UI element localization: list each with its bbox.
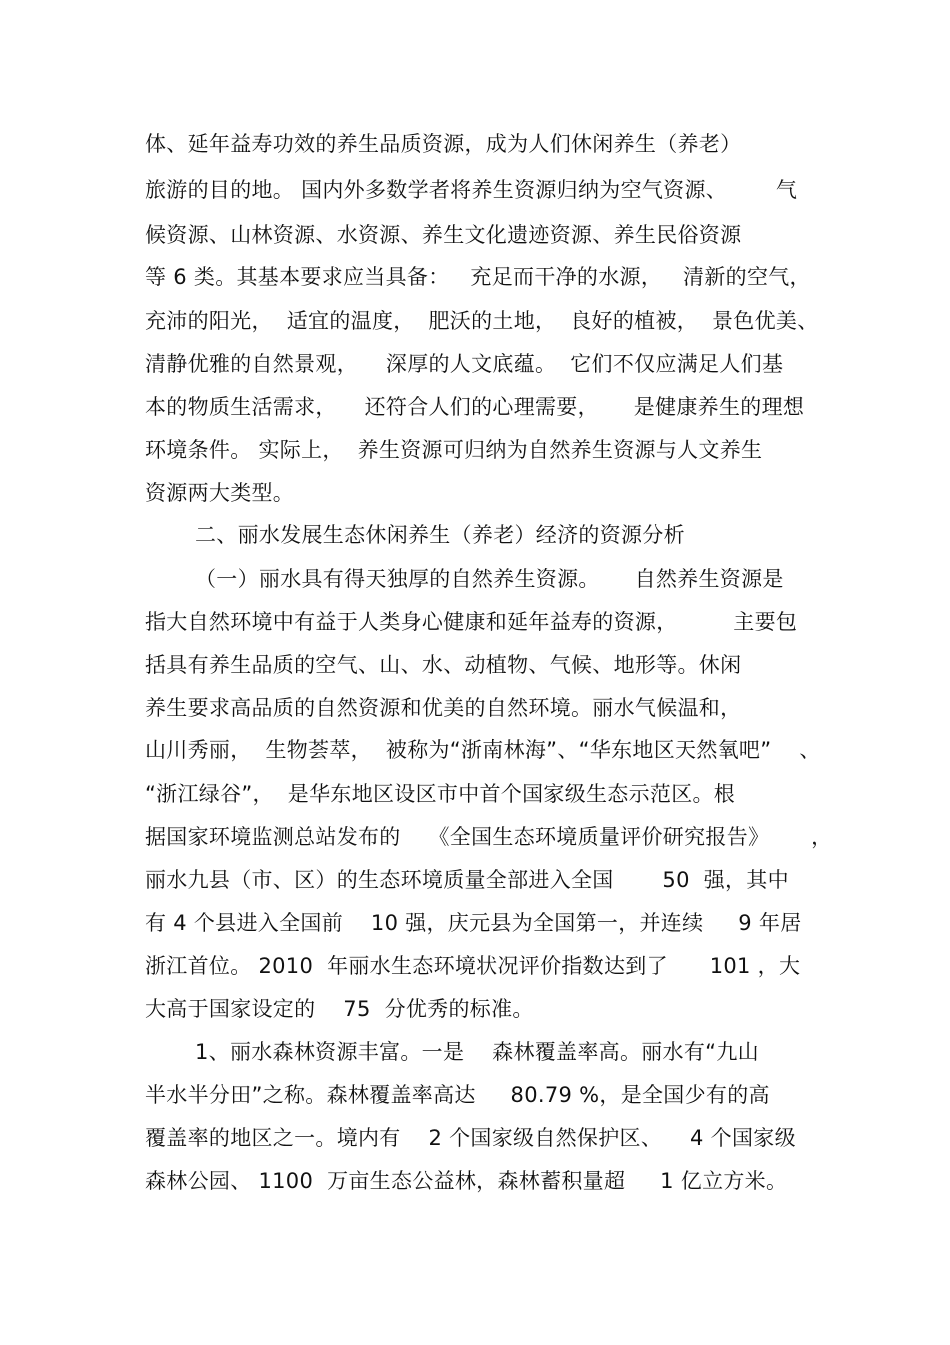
body-text-line: 等 6 类。其基本要求应当具备： 充足而干净的水源， 清新的空气，: [145, 265, 811, 289]
body-text-line: 森林公园、 1100 万亩生态公益林，森林蓄积量超 1 亿立方米。: [145, 1169, 788, 1193]
body-text-line: 候资源、山林资源、水资源、养生文化遗迹资源、养生民俗资源: [145, 223, 742, 247]
body-text-line: 浙江首位。 2010 年丽水生态环境状况评价指数达到了 101 ，大: [145, 954, 801, 978]
body-text-line: 覆盖率的地区之一。境内有 2 个国家级自然保护区、 4 个国家级: [145, 1126, 796, 1150]
body-text-line: 充沛的阳光， 适宜的温度， 肥沃的土地， 良好的植被， 景色优美、: [145, 309, 819, 333]
body-text-line: 养生要求高品质的自然资源和优美的自然环境。丽水气候温和，: [145, 696, 742, 720]
body-text-line: 据国家环境监测总站发布的 《全国生态环境质量评价研究报告》 ，: [145, 825, 833, 849]
body-text-line: “浙江绿谷”， 是华东地区设区市中首个国家级生态示范区。根: [145, 782, 736, 806]
body-text-line: 大高于国家设定的 75 分优秀的标准。: [145, 997, 534, 1021]
body-text-line: 丽水九县（市、区）的生态环境质量全部进入全国 50 强，其中: [145, 868, 789, 892]
body-text-line: 环境条件。 实际上， 养生资源可归纳为自然养生资源与人文养生: [145, 438, 763, 462]
body-text-line: 本的物质生活需求， 还符合人们的心理需要， 是健康养生的理想: [145, 395, 805, 419]
body-text-line: 括具有养生品质的空气、山、水、动植物、气候、地形等。休闲: [145, 653, 742, 677]
body-text-line: 有 4 个县进入全国前 10 强，庆元县为全国第一，并连续 9 年居: [145, 911, 802, 935]
body-text-line: 旅游的目的地。 国内外多数学者将养生资源归纳为空气资源、 气: [145, 178, 798, 202]
body-text-line: 山川秀丽， 生物荟萃， 被称为“浙南林海”、“华东地区天然氧吧” 、: [145, 738, 821, 762]
body-text-line: 资源两大类型。: [145, 481, 295, 505]
section-heading: 二、丽水发展生态休闲养生（养老）经济的资源分析: [195, 523, 685, 547]
body-text-line: 指大自然环境中有益于人类身心健康和延年益寿的资源， 主要包: [145, 610, 798, 634]
body-text-line: 体、延年益寿功效的养生品质资源，成为人们休闲养生（养老）: [145, 132, 742, 156]
body-text-line: 半水半分田”之称。森林覆盖率高达 80.79 %，是全国少有的高: [145, 1083, 770, 1107]
subsection-heading-line: （一）丽水具有得天独厚的自然养生资源。 自然养生资源是: [195, 567, 784, 591]
body-text-line: 清静优雅的自然景观， 深厚的人文底蕴。 它们不仅应满足人们基: [145, 352, 784, 376]
numbered-point-line: 1、丽水森林资源丰富。一是 森林覆盖率高。丽水有“九山: [195, 1040, 759, 1064]
